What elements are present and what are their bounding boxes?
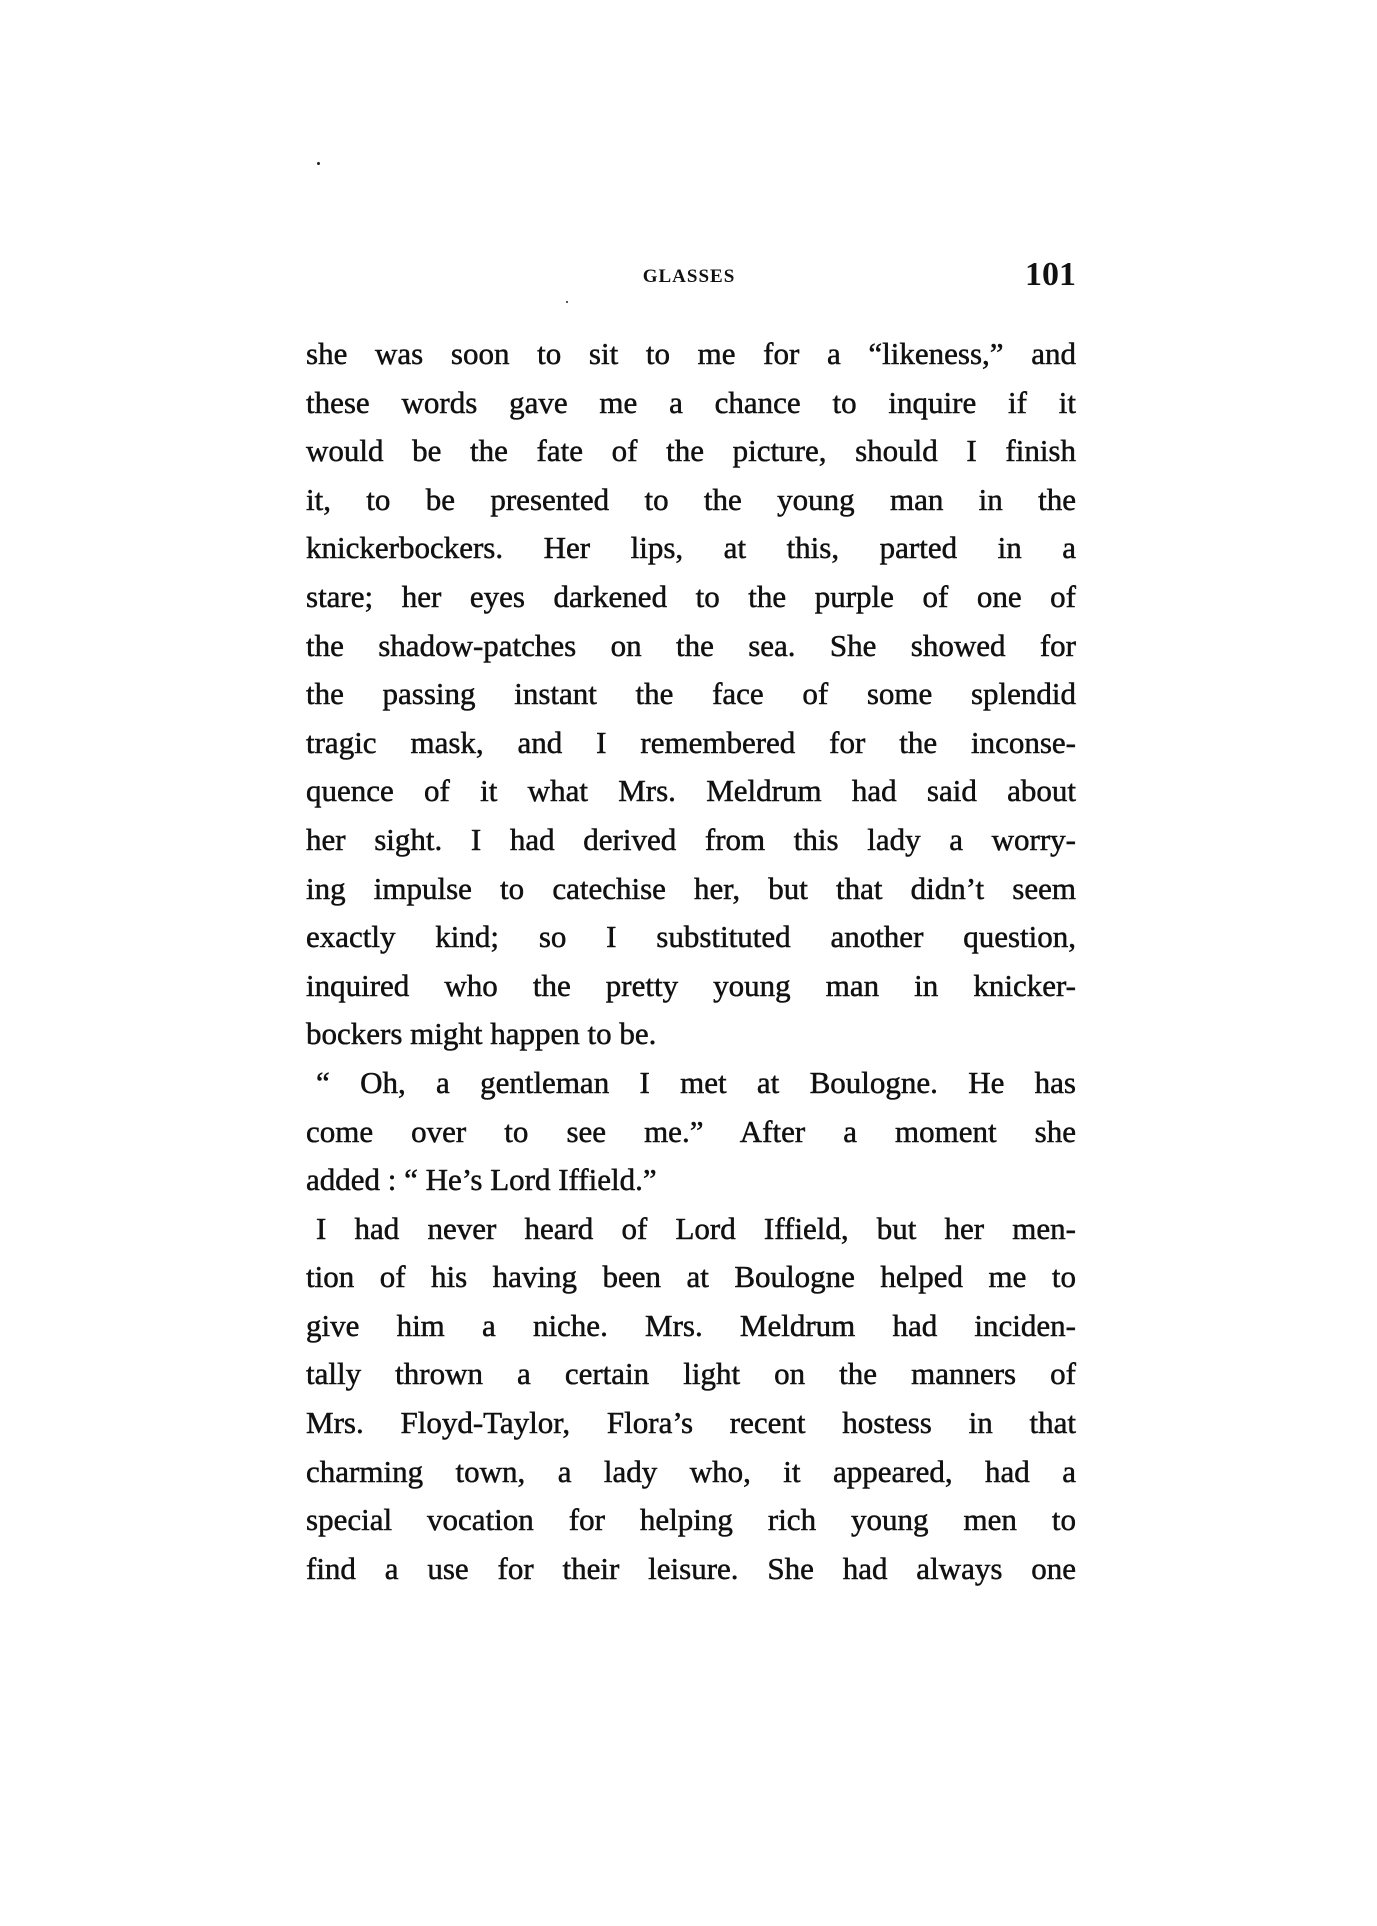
text-line: come over to see me.” After a moment she bbox=[306, 1113, 1076, 1149]
text-line: I had never heard of Lord Iffield, but her men- bbox=[316, 1210, 1076, 1246]
text-line: Mrs. Floyd-Taylor, Flora’s recent hostess in that bbox=[306, 1405, 1076, 1441]
text-line: it, to be presented to the young man in the bbox=[306, 481, 1076, 517]
text-line: special vocation for helping rich young men to bbox=[306, 1502, 1076, 1538]
text-line: added : “ He’s Lord Iffield.” bbox=[306, 1162, 657, 1198]
text-line: these words gave me a chance to inquire if it bbox=[306, 384, 1076, 420]
text-line: knickerbockers. Her lips, at this, parted in a bbox=[306, 530, 1076, 566]
text-line: the passing instant the face of some splendid bbox=[306, 676, 1076, 712]
text-line: “ Oh, a gentleman I met at Boulogne. He has bbox=[316, 1064, 1076, 1100]
text-line: tragic mask, and I remembered for the inconse- bbox=[306, 724, 1076, 760]
text-line: stare; her eyes darkened to the purple of one of bbox=[306, 578, 1076, 614]
text-line: would be the fate of the picture, should I finish bbox=[306, 433, 1076, 469]
text-line: charming town, a lady who, it appeared, had a bbox=[306, 1453, 1076, 1489]
page-body-text bbox=[306, 330, 1076, 1593]
print-speck bbox=[317, 162, 320, 165]
text-line: the shadow-patches on the sea. She showed for bbox=[306, 627, 1076, 663]
text-line: she was soon to sit to me for a “likeness,” and bbox=[306, 336, 1076, 371]
text-line: her sight. I had derived from this lady a worry- bbox=[306, 821, 1076, 857]
text-line: tally thrown a certain light on the manners of bbox=[306, 1356, 1076, 1392]
running-title: GLASSES bbox=[642, 266, 736, 287]
page-number: 101 bbox=[1025, 256, 1076, 293]
text-line: bockers might happen to be. bbox=[306, 1016, 657, 1052]
text-line: tion of his having been at Boulogne helped me to bbox=[306, 1259, 1076, 1295]
text-line: give him a niche. Mrs. Meldrum had inciden- bbox=[306, 1307, 1076, 1343]
text-line: inquired who the pretty young man in knicker- bbox=[306, 967, 1076, 1003]
print-speck bbox=[566, 301, 568, 303]
text-line: exactly kind; so I substituted another question, bbox=[306, 919, 1076, 955]
text-line: find a use for their leisure. She had always one bbox=[306, 1550, 1076, 1586]
text-line: ing impulse to catechise her, but that didn’t seem bbox=[306, 870, 1076, 906]
text-line: quence of it what Mrs. Meldrum had said about bbox=[306, 773, 1076, 809]
